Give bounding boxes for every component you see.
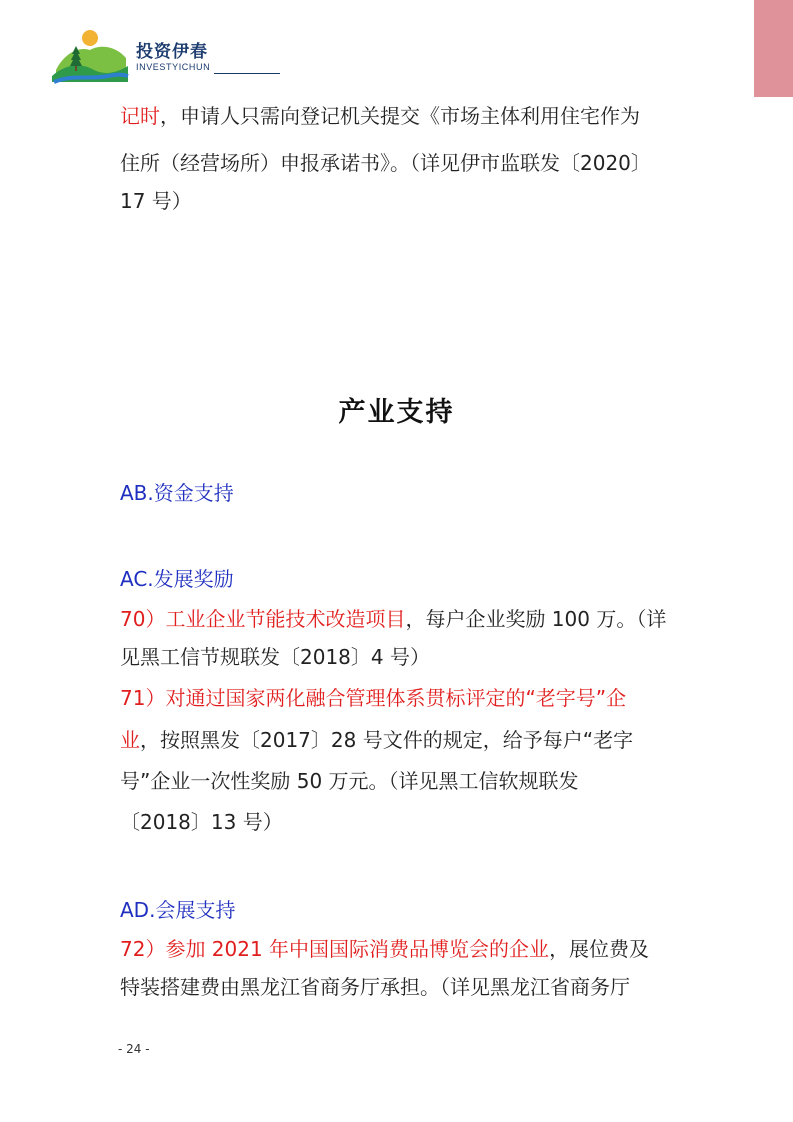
intro-line-3: 17 号） <box>120 189 192 213</box>
item-70-line-1 <box>120 602 680 637</box>
brand-name: 投资伊春 <box>136 42 208 62</box>
item-72-title: 72）参加 2021 年中国国际消费品博览会的企业 <box>120 937 550 961</box>
item-71-text: ，按照黑发〔2017〕28 号文件的规定，给予每户“老字 <box>140 728 634 752</box>
corner-tab <box>754 0 793 97</box>
heading-ad: AD.会展支持 <box>120 898 236 922</box>
heading-ac: AC.发展奖励 <box>120 567 234 591</box>
brand-underline <box>214 73 280 74</box>
item-71-title-end: 业 <box>120 728 140 752</box>
item-70-text: ，每户企业奖励 100 万。（详 <box>405 607 667 631</box>
intro-line-1-text: ，申请人只需向登记机关提交《市场主体利用住宅作为 <box>160 104 640 128</box>
item-70-line-2: 见黑工信节规联发〔2018〕4 号） <box>120 645 430 669</box>
intro-line-2: 住所（经营场所）申报承诺书》。（详见伊市监联发〔2020〕 <box>120 151 651 175</box>
item-72-line-2: 特装搭建费由黑龙江省商务厅承担。（详见黑龙江省商务厅 <box>120 975 630 999</box>
item-72-text: ，展位费及 <box>549 937 650 961</box>
item-70-title: 70）工业企业节能技术改造项目 <box>120 607 406 631</box>
item-71-line-4: 〔2018〕13 号） <box>120 810 283 834</box>
intro-highlight: 记时 <box>120 104 160 128</box>
brand-logo-icon <box>50 24 130 88</box>
page-number: - 24 - <box>118 1042 150 1056</box>
section-title: 产业支持 <box>338 397 455 428</box>
item-71-line-1: 71）对通过国家两化融合管理体系贯标评定的“老字号”企 <box>120 686 627 710</box>
brand-subtitle: INVESTYICHUN <box>136 62 211 72</box>
intro-line-1 <box>120 99 680 134</box>
item-71-line-3: 号”企业一次性奖励 50 万元。（详见黑工信软规联发 <box>120 769 579 793</box>
item-71-line-2 <box>120 723 680 758</box>
heading-ab: AB.资金支持 <box>120 481 234 505</box>
item-72-line-1 <box>120 932 680 967</box>
